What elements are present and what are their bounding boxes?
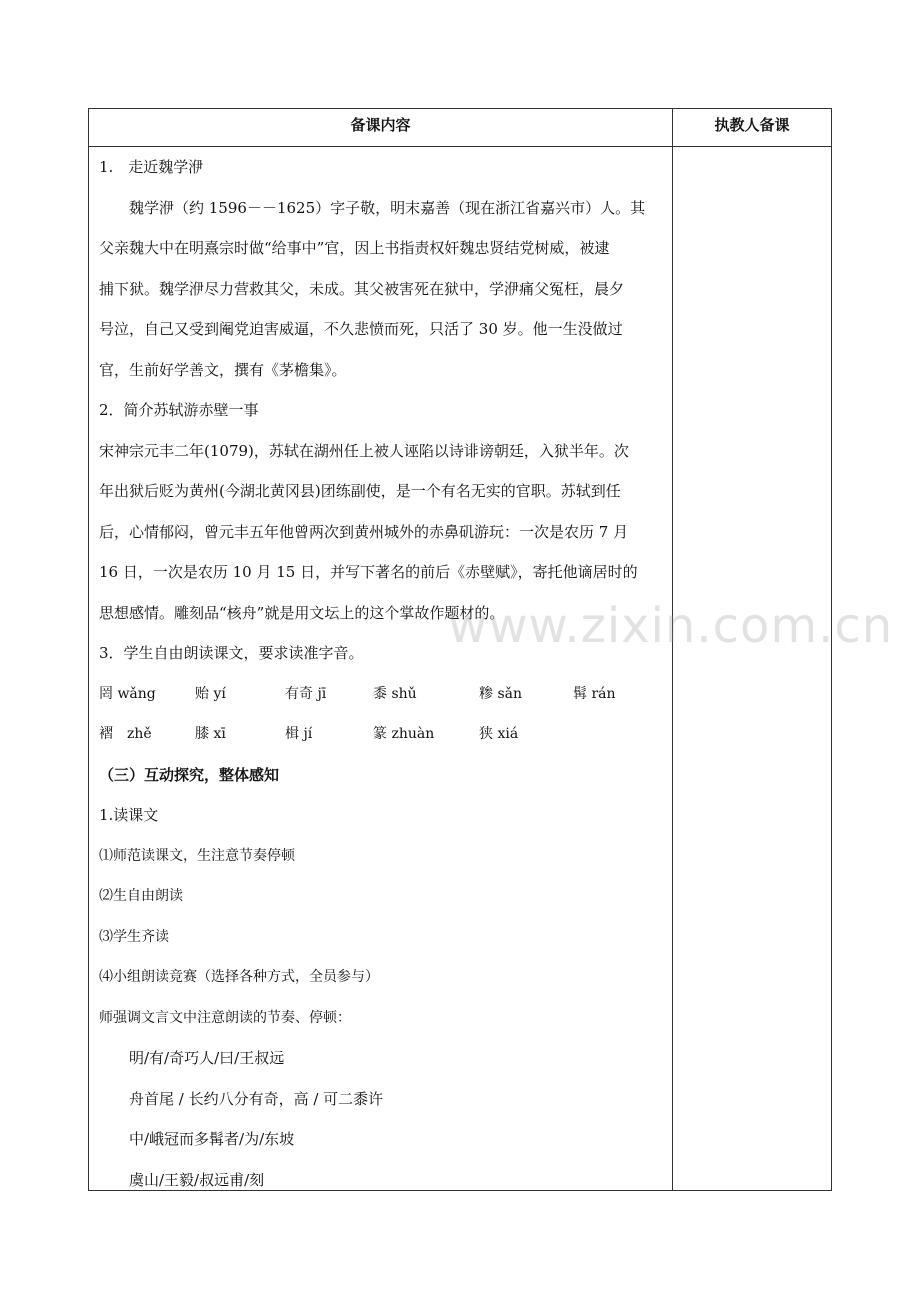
header-lesson-content: 备课内容 [350,116,411,134]
paragraph-line: 思想感情。雕刻品“核舟”就是用文坛上的这个掌故作题材的。 [99,603,505,622]
pinyin-item: 黍 shǔ [373,685,417,702]
paragraph-line: 官，生前好学善文，撰有《茅檐集》。 [99,360,347,379]
paragraph-line: 宋神宗元丰二年(1079)，苏轼在湖州任上被人诬陷以诗诽谤朝廷，入狱半年。次 [99,441,629,460]
rhythm-example-2: 舟首尾 / 长约八分有奇，高 / 可二黍许 [129,1089,384,1108]
pinyin-row-2 [99,714,665,755]
rhythm-example-1: 明/有/奇巧人/曰/王叔远 [129,1049,285,1067]
emphasis-text: 师强调文言文中注意朗读的节奏、停顿： [99,1009,351,1026]
watermark-text: www.zixin.com.cn [448,598,894,654]
header-teacher-notes: 执教人备课 [714,116,790,134]
rhythm-example-4: 虞山/王毅/叔远甫/刻 [129,1170,265,1189]
section-1-title: 1. 走近魏学洢 [99,158,204,176]
paragraph-line: 号泣，自己又受到阉党迫害威逼，不久悲愤而死，只活了 30 岁。他一生没做过 [99,320,623,338]
section-3-title: 3．学生自由朗读课文，要求读准字音。 [99,644,364,662]
paragraph-line: 后，心情郁闷，曾元丰五年他曾两次到黄州城外的赤鼻矶游玩：一次是农历 7 月 [99,522,629,541]
pinyin-item: 罔 wǎng [99,685,156,702]
paragraph-line: 16 日，一次是农历 10 月 15 日，并写下著名的前后《赤壁赋》，寄托他谪居时的 [99,563,638,581]
table-header-row [89,109,831,147]
paragraph-line: 魏学洢（约 1596－－1625）字子敬，明末嘉善（现在浙江省嘉兴市）人。其 [129,198,646,217]
pinyin-item: 狭 xiá [479,726,519,742]
rhythm-example-3: 中/峨冠而多髯者/为/东坡 [129,1130,295,1148]
pinyin-item: 髯 rán [573,685,616,702]
read-step-3: ⑶学生齐读 [99,928,169,945]
pinyin-item: 贻 yí [195,685,226,702]
pinyin-row-1 [99,674,665,715]
paragraph-line: 年出狱后贬为黄州(今湖北黄冈县)团练副使，是一个有名无实的官职。苏轼到任 [99,482,621,500]
read-title: 1.读课文 [99,806,159,824]
read-step-1: ⑴师范读课文，生注意节奏停顿 [99,847,295,864]
paragraph-line: 捕下狱。魏学洢尽力营救其父，未成。其父被害死在狱中，学洢痛父冤枉，晨夕 [99,279,625,298]
read-step-2: ⑵生自由朗读 [99,888,183,904]
read-step-4: ⑷小组朗读竞赛（选择各种方式，全员参与） [99,969,379,985]
section-2-title: 2．简介苏轼游赤壁一事 [99,401,259,419]
paragraph-line: 父亲魏大中在明熹宗时做“给事中”官，因上书指责权奸魏忠贤结党树威，被逮 [99,239,610,257]
pinyin-item: 膝 xī [195,726,226,742]
pinyin-item: 糁 sǎn [479,685,522,702]
pinyin-item: 有奇 jī [285,685,327,702]
section-heading: （三）互动探究，整体感知 [99,765,280,784]
pinyin-item: 篆 zhuàn [373,726,435,742]
lesson-content-cell [99,147,665,1200]
pinyin-item: 褶 zhě [99,726,152,742]
pinyin-item: 楫 jí [285,726,313,742]
